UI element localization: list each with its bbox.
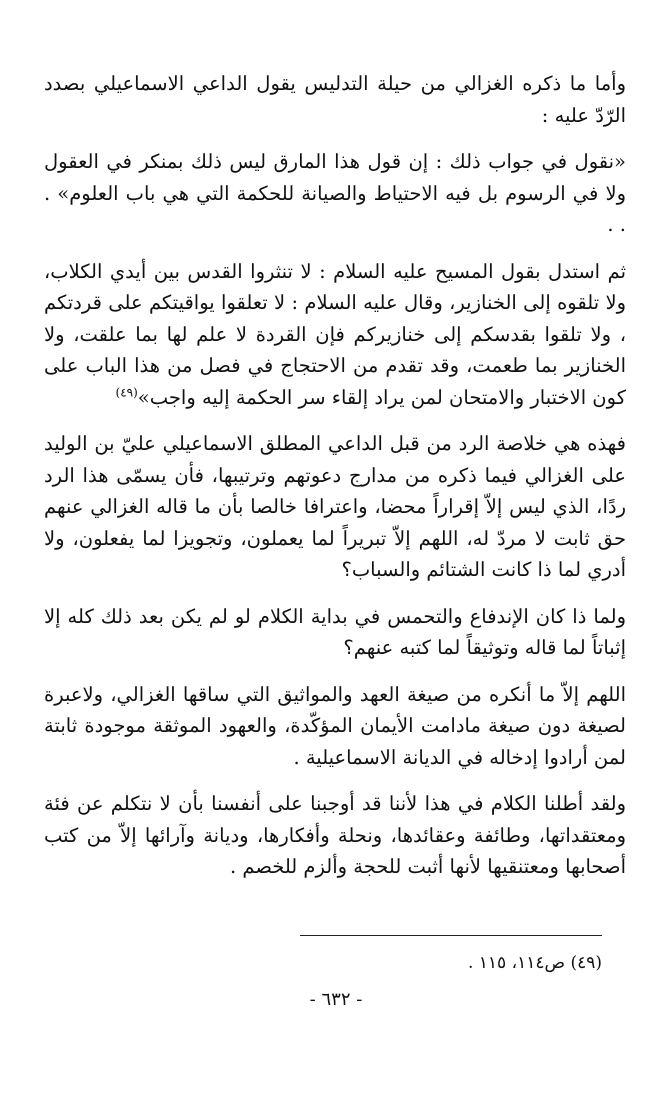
page-body bbox=[44, 68, 626, 898]
paragraph-7: ولقد أطلنا الكلام في هذا لأننا قد أوجبنا على أنفسنا بأن لا نتكلم عن فئة ومعتقداتها، وطائفة وعقائدها، ونحلة وأفكارها، وديانة وآرائها إلاّ من كتب أصحابها ومعتنقيها لأنها أثبت للحجة وألزم للخصم . bbox=[44, 792, 626, 878]
footnote: (٤٩) ص١١٤، ١١٥ . bbox=[467, 953, 602, 973]
paragraph-6: اللهم إلاّ ما أنكره من صيغة العهد والمواثيق التي ساقها الغزالي، ولاعبرة لصيغة دون صيغة مادامت الأيمان المؤكّدة، والعهود الموثقة موجودة ثابتة لمن أرادوا إدخاله في الديانة الاسماعيلية . bbox=[44, 682, 626, 769]
footnote-divider bbox=[300, 935, 602, 936]
paragraph-4: فهذه هي خلاصة الرد من قبل الداعي المطلق الاسماعيلي عليّ بن الوليد على الغزالي فيما ذكره من مدارج دعوتهم وترتيبها، فأن يسمّى هذا الرد ردًا، الذي ليس إلاّ إقراراً محضا، واعترافا خالصا بأن ما قاله الغزالي عنهم حق ثابت لا مردّ له، اللهم إلاّ تبريراً لما يعملون، وتجويزا لما يفعلون، ولا أدري لما ذا كانت الشتائم والسباب؟ bbox=[44, 432, 626, 581]
paragraph-5: ولما ذا كان الإندفاع والتحمس في بداية الكلام لو لم يكن بعد ذلك كله إلا إثباتاً لما قاله وتوثيقاً لما كتبه عنهم؟ bbox=[44, 604, 626, 659]
page-number: - ٦٣٢ - bbox=[309, 989, 363, 1010]
paragraph-2-quote: «نقول في جواب ذلك : إن قول هذا المارق ليس ذلك بمنكر في العقول ولا في الرسوم بل فيه الاحتياط والصيانة للحكمة التي هي باب العلوم» . . . bbox=[44, 150, 626, 236]
paragraph-3 bbox=[44, 256, 626, 414]
paragraph-3-text: ثم استدل بقول المسيح عليه السلام : لا تنثروا القدس بين أيدي الكلاب، ولا تلقوه إلى الخنازير، وقال عليه السلام : لا تعلقوا يواقيتكم على قردتكم ، ولا تلقوا بقدسكم إلى خنازيركم فإن القردة لا علم لها بما علقت، ولا الخنازير بما طعمت، وقد تقدم من الاحتجاج في فصل من هذا الباب على كون الاختبار والامتحان لمن يراد إلقاء سر الحكمة إليه واجب» bbox=[44, 259, 626, 409]
paragraph-1: وأما ما ذكره الغزالي من حيلة التدليس يقول الداعي الاسماعيلي بصدد الرّدّ عليه : bbox=[44, 72, 626, 127]
footnote-marker: (٤٩) bbox=[115, 385, 138, 399]
